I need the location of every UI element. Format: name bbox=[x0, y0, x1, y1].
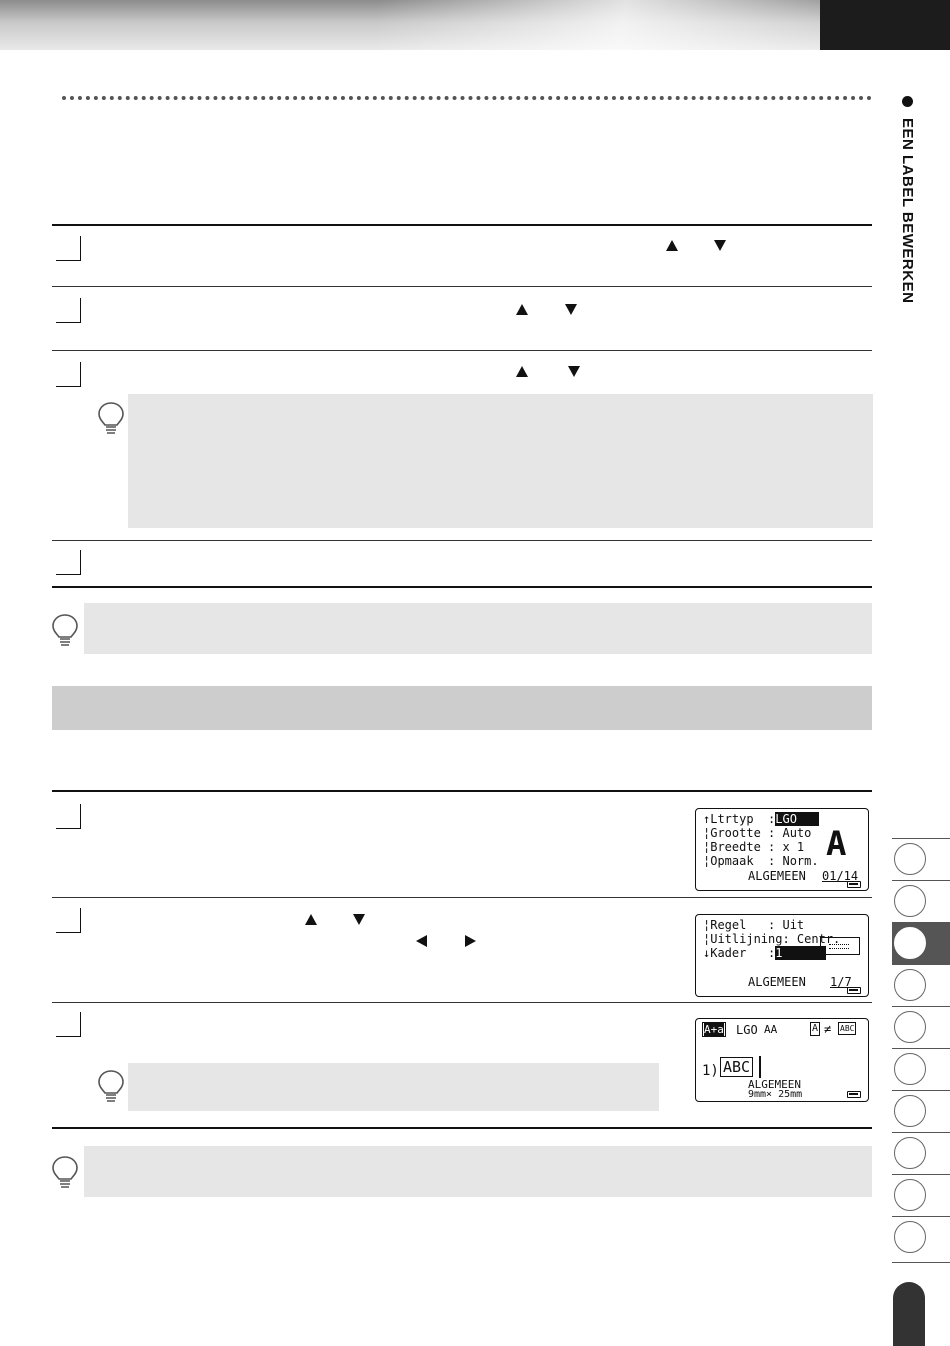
frame-preview-icon bbox=[820, 937, 860, 955]
text-cursor bbox=[759, 1056, 761, 1078]
arrow-down-icon bbox=[353, 914, 365, 925]
chapter-tab-circle-icon[interactable] bbox=[894, 1053, 926, 1085]
lcd-row: ¦Uitlijning: Centr. bbox=[703, 932, 841, 946]
battery-icon bbox=[847, 881, 861, 888]
lightbulb-tip-icon bbox=[50, 612, 80, 650]
lcd-preview-char: A bbox=[826, 824, 847, 864]
arrow-up-icon bbox=[516, 366, 528, 377]
chapter-tab-circle-icon[interactable] bbox=[894, 885, 926, 917]
chapter-tab-circle-icon[interactable] bbox=[894, 1221, 926, 1253]
chapter-tab-circle-icon[interactable] bbox=[894, 1095, 926, 1127]
lcd-page-indicator: 01/14 bbox=[822, 869, 859, 883]
dotted-divider bbox=[62, 96, 872, 100]
section-bottom-rule bbox=[52, 586, 872, 588]
lcd-footer-label: ALGEMEEN bbox=[748, 1078, 801, 1091]
arrow-right-icon bbox=[465, 935, 476, 947]
chapter-tab-circle-icon[interactable] bbox=[894, 927, 926, 959]
step-marker bbox=[56, 908, 81, 933]
lcd-screen-text-entry bbox=[695, 1018, 869, 1102]
lcd-footer-label: ALGEMEEN bbox=[748, 975, 806, 989]
arrow-down-icon bbox=[565, 304, 577, 315]
lcd-spacing-indicator: ≠ bbox=[824, 1022, 832, 1036]
page-header-block bbox=[820, 0, 950, 50]
arrow-down-icon bbox=[714, 240, 726, 251]
lcd-row: ¦Regel : Uit bbox=[703, 918, 805, 932]
section-bottom-rule bbox=[52, 1127, 872, 1129]
section-top-rule bbox=[52, 224, 872, 226]
lcd-tape-size: 9mm× 25mm bbox=[748, 1089, 803, 1100]
lcd-align-indicator: A bbox=[812, 1023, 819, 1034]
lcd-font-indicator: LGO bbox=[736, 1023, 758, 1037]
lcd-line-marker: 1) bbox=[702, 1063, 719, 1079]
arrow-left-icon bbox=[416, 935, 427, 947]
chapter-tab-divider bbox=[892, 1262, 950, 1263]
chapter-tab-circle-icon[interactable] bbox=[894, 1011, 926, 1043]
step-divider bbox=[52, 286, 872, 287]
lcd-mode-indicator: A+a bbox=[704, 1023, 724, 1036]
chapter-tab-circle-icon[interactable] bbox=[894, 969, 926, 1001]
tip-note-box bbox=[84, 603, 872, 654]
tip-note-box bbox=[84, 1146, 872, 1197]
chapter-tab-circle-icon[interactable] bbox=[894, 843, 926, 875]
arrow-up-icon bbox=[666, 240, 678, 251]
step-marker bbox=[56, 236, 81, 261]
step-divider bbox=[52, 350, 872, 351]
lightbulb-tip-icon bbox=[96, 400, 126, 438]
arrow-up-icon bbox=[305, 914, 317, 925]
lcd-row: ↓Kader :1 bbox=[703, 946, 826, 961]
step-divider bbox=[52, 540, 872, 541]
lcd-size-indicator: AA bbox=[764, 1023, 778, 1036]
lcd-footer-label: ALGEMEEN bbox=[748, 869, 806, 883]
lightbulb-tip-icon bbox=[96, 1068, 126, 1106]
step-divider bbox=[52, 1002, 872, 1003]
step-marker bbox=[56, 550, 81, 575]
page-header-shine bbox=[380, 0, 820, 50]
step-marker bbox=[56, 1012, 81, 1037]
lcd-screen-frame-settings bbox=[695, 914, 869, 997]
tip-note-box bbox=[128, 1063, 659, 1111]
battery-icon bbox=[847, 987, 861, 994]
arrow-up-icon bbox=[516, 304, 528, 315]
tip-note-box bbox=[128, 394, 873, 528]
lcd-row: ¦Grootte : Auto bbox=[703, 826, 812, 840]
step-divider bbox=[52, 897, 872, 898]
lcd-row: ↑Ltrtyp :LGO bbox=[703, 812, 819, 827]
step-marker bbox=[56, 362, 81, 387]
section-heading-band bbox=[52, 686, 872, 730]
lcd-frame-indicator: ABC bbox=[840, 1024, 855, 1033]
lcd-screen-font-settings bbox=[695, 808, 869, 891]
chapter-bullet-icon bbox=[902, 96, 913, 107]
chapter-tab-circle-icon[interactable] bbox=[894, 1179, 926, 1211]
section-top-rule bbox=[52, 790, 872, 792]
chapter-tab-circle-icon[interactable] bbox=[894, 1137, 926, 1169]
battery-icon bbox=[847, 1091, 861, 1098]
page-number-tab bbox=[893, 1282, 925, 1346]
step-marker bbox=[56, 804, 81, 829]
lightbulb-tip-icon bbox=[50, 1154, 80, 1192]
lcd-row: ¦Breedte : x 1 bbox=[703, 840, 805, 854]
chapter-title: EEN LABEL BEWERKEN bbox=[899, 118, 916, 304]
arrow-down-icon bbox=[568, 366, 580, 377]
step-marker bbox=[56, 298, 81, 323]
lcd-text-sample: ABC bbox=[720, 1057, 753, 1077]
lcd-page-indicator: 1/7 bbox=[830, 975, 852, 989]
lcd-row: ¦Opmaak : Norm. bbox=[703, 854, 819, 868]
